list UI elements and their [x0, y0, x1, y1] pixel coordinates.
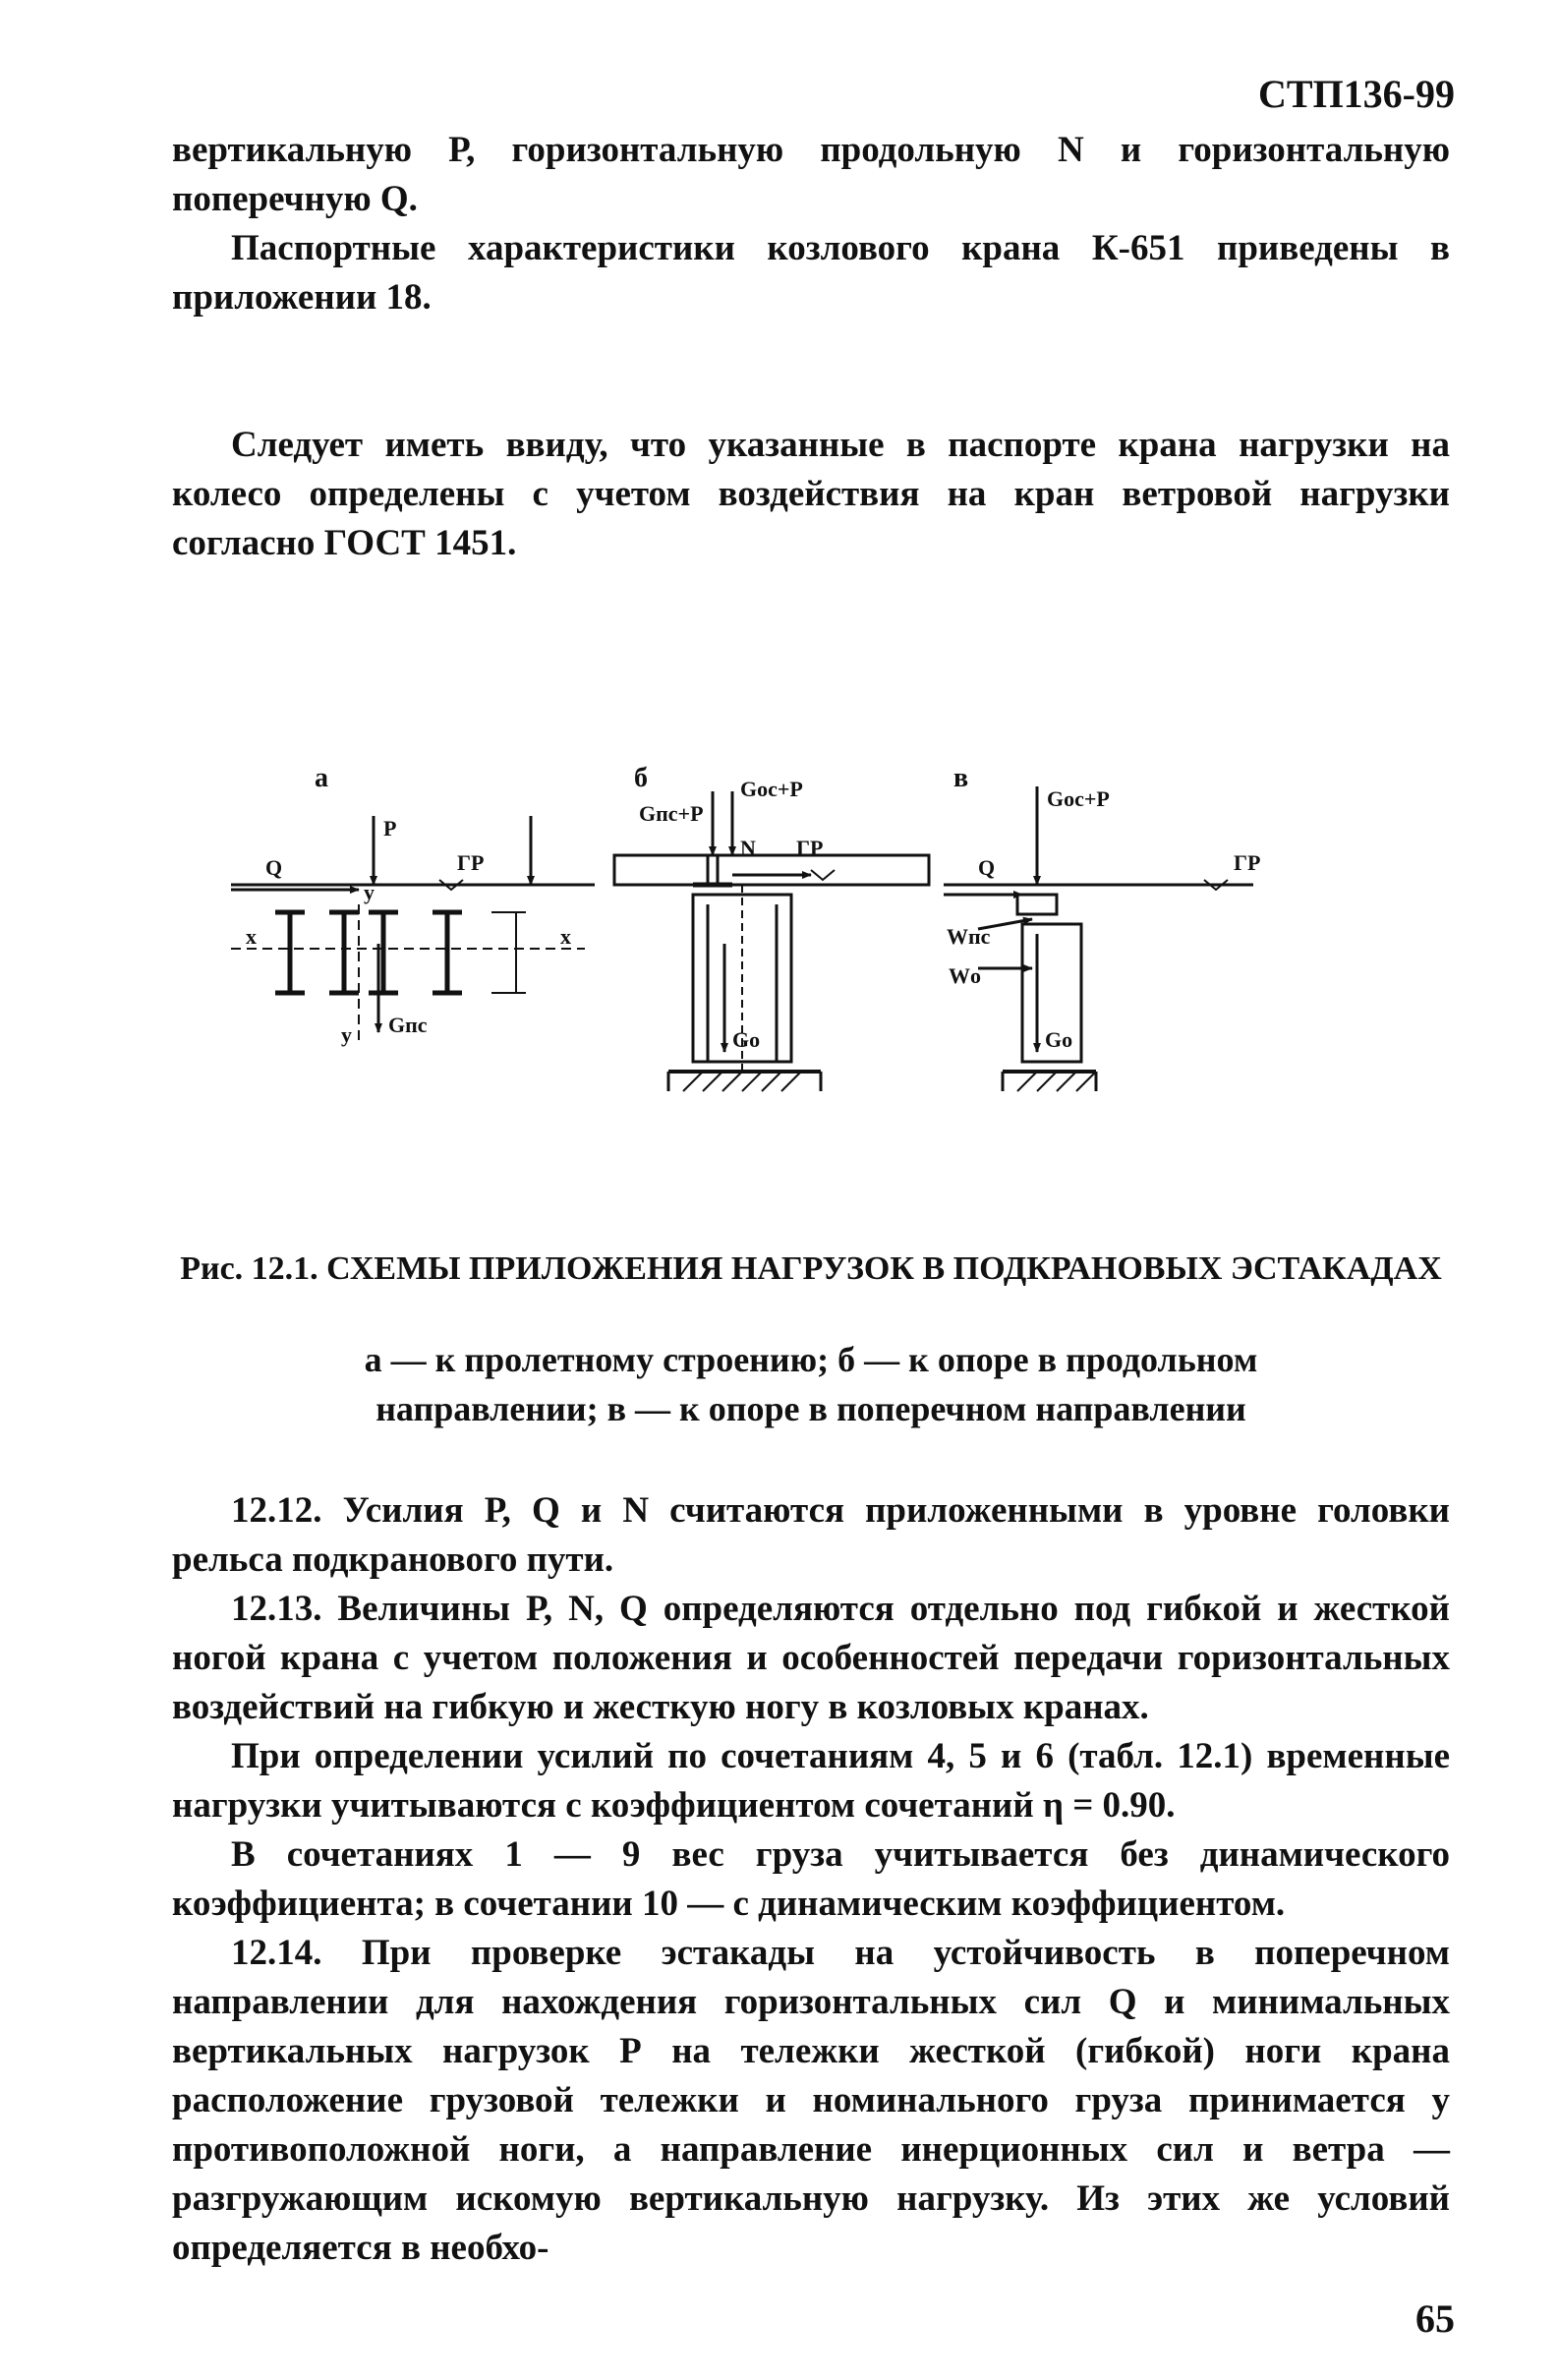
panel-a-x-right-label: x: [560, 924, 571, 949]
panel-c-go-label: Gо: [1045, 1027, 1073, 1052]
panel-a-p-label: P: [383, 816, 397, 841]
panel-c-label: в: [953, 763, 969, 793]
load-schemes-drawing: [221, 747, 1381, 1121]
figure-caption: Рис. 12.1. СХЕМЫ ПРИЛОЖЕНИЯ НАГРУЗОК В ПОДКРАНОВЫХ ЭСТАКАДАХ: [180, 1250, 1442, 1287]
panel-b-scheme: [614, 791, 929, 1091]
figure-subcaption-line-1: а — к пролетному строению; б — к опоре в продольном: [364, 1340, 1258, 1379]
page-number: 65: [1415, 2296, 1455, 2341]
figure-subcaption: [172, 1335, 1450, 1433]
panel-a-scheme: [231, 816, 595, 1042]
document-code: СТП136-99: [1258, 72, 1455, 116]
panel-a-label: а: [315, 763, 328, 793]
panel-c-gr-label: ГР: [1234, 850, 1261, 875]
paragraph-dynamic-coefficient: В сочетаниях 1 — 9 вес груза учитывается без динамического коэффициента; в сочетании 10 — с динамическим коэффициентом.: [172, 1834, 1450, 1924]
panel-b-go-label: Gо: [732, 1027, 761, 1052]
panel-b-gr-label: ГР: [796, 836, 824, 860]
panel-a-gps-label: Gпс: [388, 1013, 428, 1037]
panel-b-gps-p-label: Gпс+P: [639, 801, 704, 826]
panel-c-q-label: Q: [978, 855, 996, 880]
paragraph-2: Паспортные характеристики козлового крана К-651 приведены в приложении 18.: [172, 228, 1450, 318]
paragraph-combinations: При определении усилий по сочетаниям 4, 5 и 6 (табл. 12.1) временные нагрузки учитываются с коэффициентом сочетаний η = 0.90.: [172, 1736, 1450, 1826]
paragraph-1: вертикальную Р, горизонтальную продольную N и горизонтальную поперечную Q.: [172, 130, 1450, 219]
panel-b-label: б: [634, 763, 648, 793]
load-schemes-figure: [221, 747, 1381, 1121]
panel-b-gos-p-label: Gос+P: [740, 777, 803, 801]
section-12-13: 12.13. Величины Р, N, Q определяются отдельно под гибкой и жесткой ногой крана с учетом положения и особенностей передачи горизонтальных воздействий на гибкую и жесткую ногу в козловых кранах.: [172, 1589, 1450, 1727]
panel-a-gr-label: ГР: [457, 850, 485, 875]
panel-c-wo-label: Wо: [949, 963, 981, 988]
section-12-14: 12.14. При проверке эстакады на устойчивость в поперечном направлении для нахождения горизонтальных сил Q и минимальных вертикальных нагрузок Р на тележки жесткой (гибкой) ноги крана расположение грузовой тележки и номинального груза принимается у противоположной ноги, а направление инерционных сил и ветра — разгружающим искомую вертикальную нагрузку. Из этих же условий определяется в необхо-: [172, 1933, 1450, 2268]
panel-c-wps-label: Wпс: [947, 924, 991, 949]
panel-a-q-label: Q: [265, 855, 283, 880]
paragraph-3: Следует иметь ввиду, что указанные в паспорте крана нагрузки на колесо определены с учетом воздействия на кран ветровой нагрузки согласно ГОСТ 1451.: [172, 425, 1450, 563]
figure-subcaption-line-2: направлении; в — к опоре в поперечном направлении: [375, 1389, 1246, 1428]
panel-c-gos-p-label: Gос+P: [1047, 786, 1110, 811]
panel-a-y-top-label: y: [364, 880, 375, 904]
section-12-12: 12.12. Усилия Р, Q и N считаются приложенными в уровне головки рельса подкранового пути.: [172, 1490, 1450, 1580]
panel-a-x-left-label: x: [246, 924, 257, 949]
panel-b-n-label: N: [740, 836, 756, 860]
panel-a-y-bottom-label: y: [341, 1022, 352, 1047]
